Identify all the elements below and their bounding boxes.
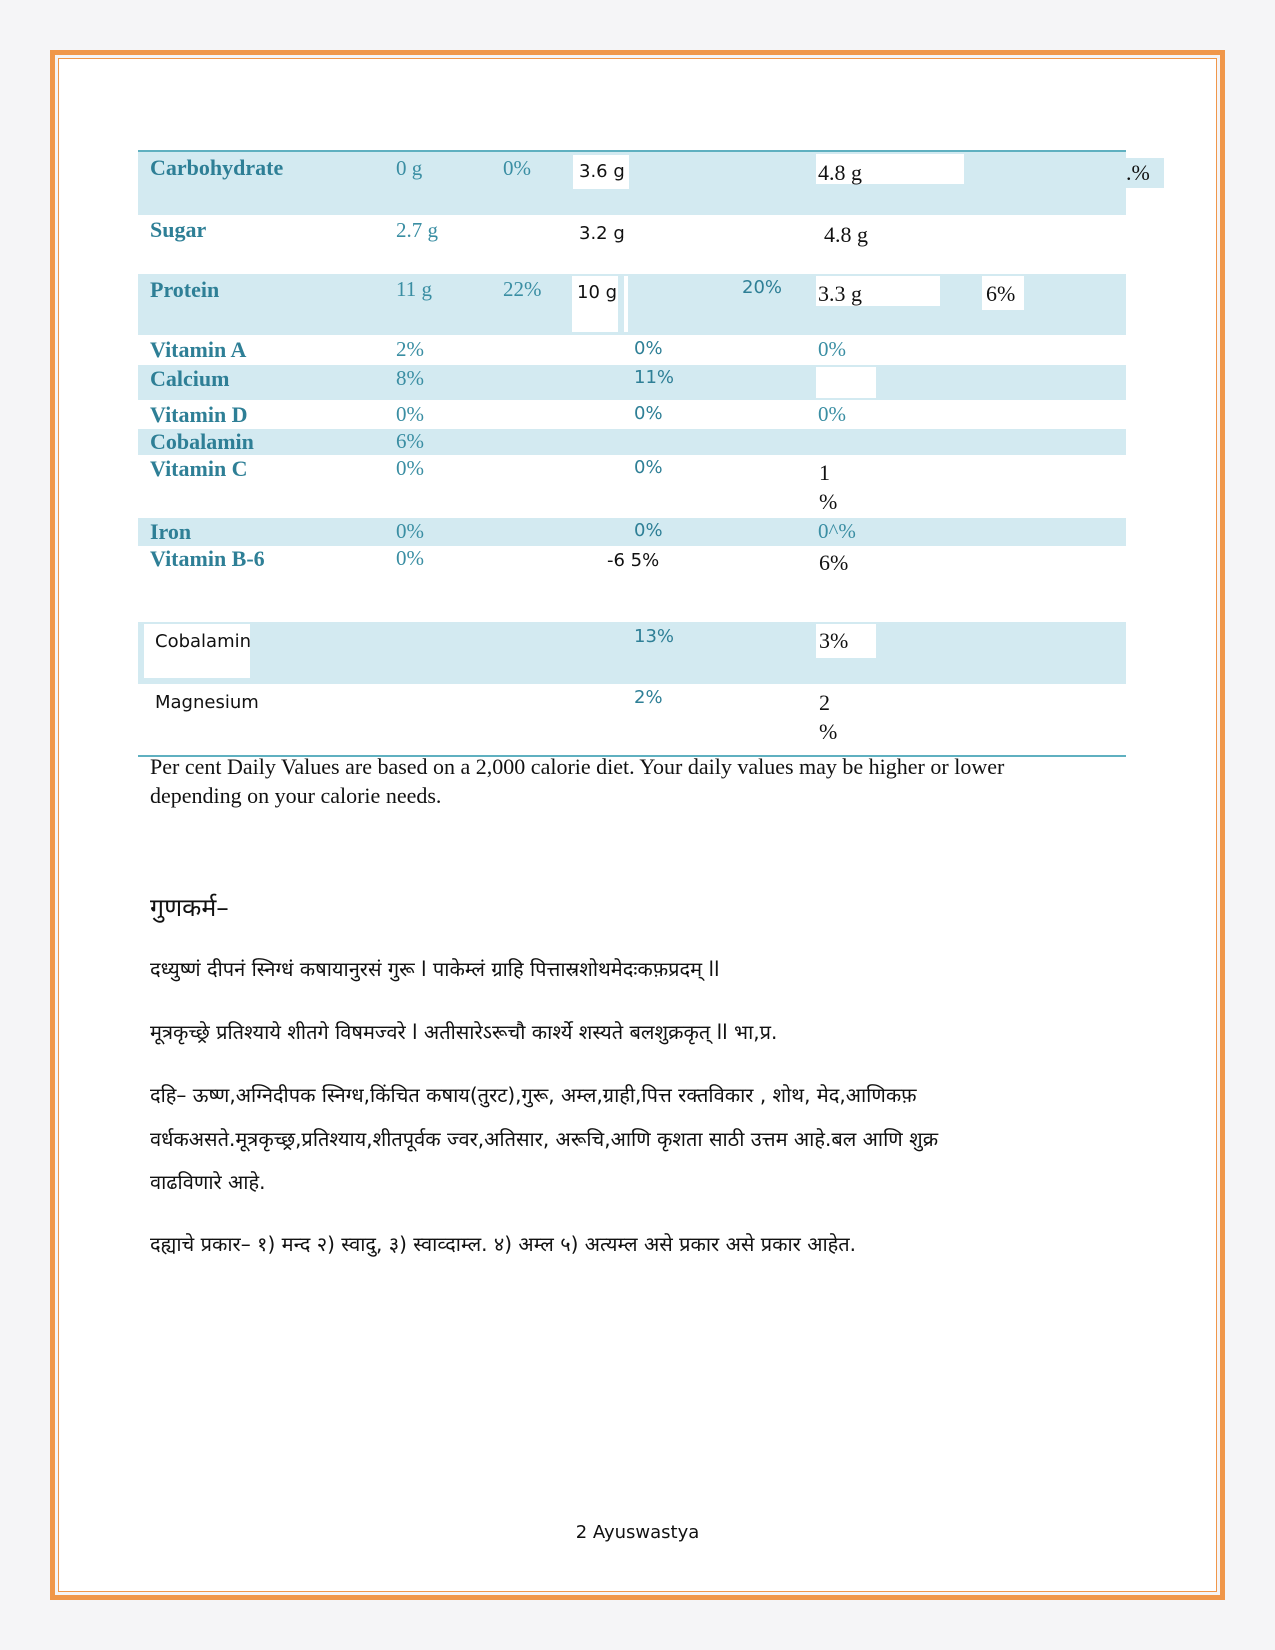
cell-value: 6% [396,429,424,453]
nutrient-name: Protein [150,277,220,302]
cell-value: 0% [503,156,531,180]
overflow-cell [1126,158,1164,188]
nutrient-name: Vitamin B-6 [150,546,265,571]
cell-value: 0% [634,457,663,478]
nutrient-name: Vitamin A [150,337,247,362]
table-row [138,215,1126,274]
nutrient-name: Calcium [150,366,230,391]
cell-value: 2.7 g [396,218,438,242]
paragraph-line: वाढविणारे आहे. [150,1170,266,1194]
cell-value: 0% [634,338,663,359]
cell-value: 0% [634,520,663,541]
cell-value: 3.2 g [579,223,625,244]
cell-value: 0% [396,456,424,480]
cell-value: 0% [396,402,424,426]
cell-value: % [819,489,838,514]
nutrient-name: Carbohydrate [150,155,284,180]
nutrient-name: Magnesium [155,692,259,713]
shloka-line: दध्युष्णं दीपनं स्निग्धं कषायानुरसं गुरू l पाकेम्लं ग्राहि पित्तास्रशोथमेदःकफ़प्रदम् ll [150,957,720,981]
table-row [138,546,1126,596]
paragraph-line: दहि– ऊष्ण,अग्निदीपक स्निग्ध,किंचित कषाय(तुरट),गुरू, अम्ल,ग्राही,पित्त रक्तविकार , शोथ, मेद,आणिकफ़ [150,1083,917,1107]
cell-value: 0% [818,402,846,426]
nutrient-name: Sugar [150,217,207,242]
table-row [138,429,1126,455]
cell-value: 0% [396,519,424,543]
table-row [138,400,1126,429]
cell-value: 1 [819,460,830,485]
shloka-line: मूत्रकृच्छ्रे प्रतिश्याये शीतगे विषमज्वरे l अतीसारेऽरूचौ कार्श्ये शस्यते बलशुक्रकृत् ll भा,प्र. [150,1020,778,1044]
cell-value: 22% [503,277,542,301]
cell-value: -6 5% [607,550,660,571]
table-row [138,274,1126,335]
cell-divider [624,276,628,332]
section-heading: गुणकर्म– [150,893,229,922]
cell-value: 11% [634,367,675,388]
nutrient-name: Iron [150,519,192,544]
cell-value: 4.8 g [818,160,862,185]
cell-value: 6% [819,550,849,575]
cell-value: 8% [396,366,424,390]
paragraph-line: वर्धकअसते.मूत्रकृच्छ्र,प्रतिश्याय,शीतपूर्वक ज्वर,अतिसार, अरूचि,आणि कृशता साठी उत्तम आहे.बल आणि शुक्र [150,1127,939,1151]
page-footer: 2 Ayuswastya [575,1522,700,1543]
cell-value: 3.6 g [579,161,625,182]
cell-value: 13% [634,626,675,647]
table-row [138,365,1126,400]
nutrient-name: Vitamin D [150,402,248,427]
table-row [138,518,1126,546]
cell-value: 0^% [818,519,856,543]
cell-value: 4.8 g [824,222,868,247]
cell-value: % [819,719,838,744]
cell-value: 3% [819,628,849,653]
table-row [138,152,1126,215]
nutrition-table [138,150,1150,757]
cell-value: 0% [634,403,663,424]
daily-values-footnote: Per cent Daily Values are based on a 2,000 calorie diet. Your daily values may be higher or lower depending on your calorie needs. [150,754,1005,808]
curd-types-line: दह्याचे प्रकार– १) मन्द २) स्वादु, ३) स्वाव्दाम्ल. ४) अम्ल ५) अत्यम्ल असे प्रकार असे प्रकार आहेत. [150,1232,857,1256]
nutrient-name: Cobalamin [155,631,252,652]
nutrient-name: Vitamin C [150,456,248,481]
table-row [138,622,1126,684]
table-row [138,684,1126,754]
table-row [138,335,1126,365]
cell-value: .% [1126,160,1150,185]
cell-value: 0 g [396,156,423,180]
cell-highlight [816,367,876,398]
cell-value: 0% [818,337,846,361]
nutrient-name: Cobalamin [150,429,254,454]
cell-value: 2% [634,687,663,708]
cell-value: 11 g [396,277,432,301]
cell-value: 0% [396,546,424,570]
cell-value: 20% [742,277,783,298]
cell-value: 10 g [577,282,618,303]
cell-value: 6% [986,281,1016,306]
cell-value: 2% [396,337,424,361]
cell-value: 2 [819,690,830,715]
table-row [138,455,1126,518]
cell-value: 3.3 g [818,281,862,306]
